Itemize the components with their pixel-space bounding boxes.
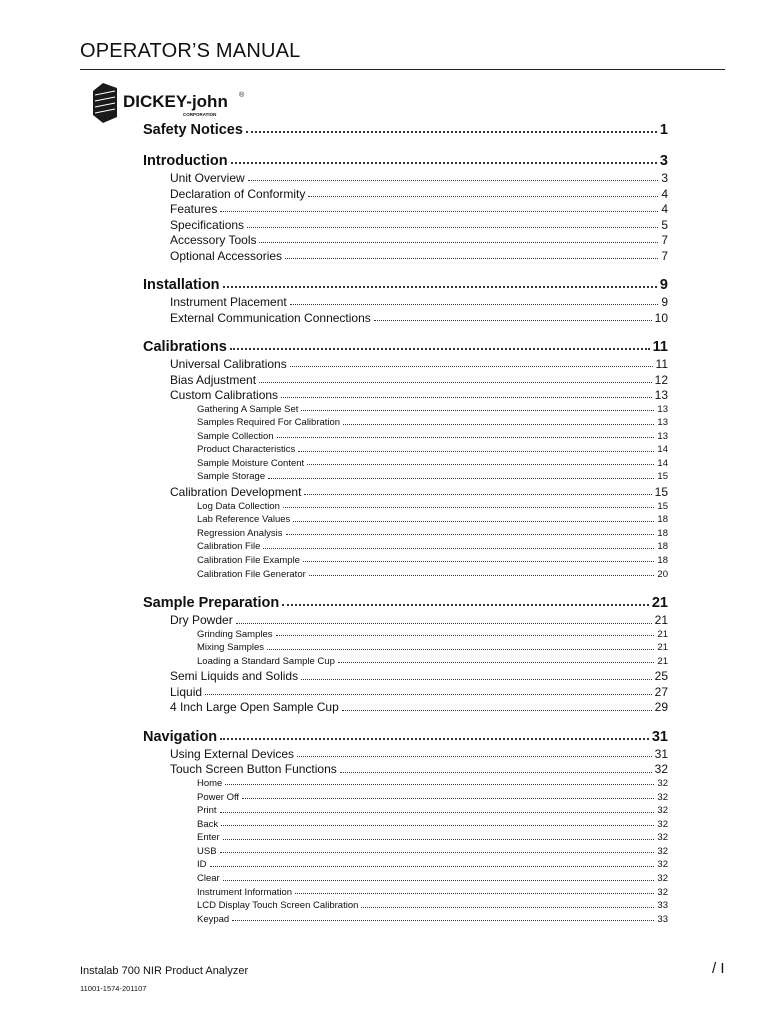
dickey-john-logo	[89, 83, 259, 123]
dot-leader	[295, 888, 654, 894]
toc-subentry[interactable]	[197, 832, 668, 846]
toc-entry-title: Semi Liquids and Solids	[170, 669, 299, 684]
toc-entry[interactable]	[170, 613, 668, 629]
logo-registered: ®	[239, 92, 245, 99]
dot-leader	[236, 616, 652, 624]
dot-leader	[225, 779, 654, 785]
toc-entry-title: Regression Analysis	[197, 527, 283, 539]
dot-leader	[247, 220, 658, 228]
dot-leader	[246, 123, 657, 133]
toc-entry-title: Safety Notices	[143, 122, 243, 138]
toc-entry-title: Accessory Tools	[170, 233, 257, 247]
toc-subentry[interactable]	[197, 444, 668, 458]
toc-subentry[interactable]	[197, 656, 668, 670]
toc-subentry[interactable]	[197, 458, 668, 472]
toc-entry-page: 32	[657, 791, 668, 803]
toc-entry-page: 3	[659, 153, 668, 169]
toc-entry-page: 15	[657, 471, 668, 483]
dot-leader	[301, 405, 654, 411]
toc-entry-page: 5	[661, 217, 668, 232]
toc-entry[interactable]	[170, 218, 668, 234]
dot-leader	[343, 418, 654, 424]
dot-leader	[281, 391, 652, 399]
toc-subentry[interactable]	[197, 569, 668, 583]
dot-leader	[301, 672, 652, 680]
toc-entry-title: Home	[197, 777, 223, 789]
toc-entry-page: 18	[657, 541, 668, 553]
toc-subentry[interactable]	[197, 805, 668, 819]
toc-entry-page: 21	[651, 595, 668, 612]
dot-leader	[340, 765, 652, 773]
toc-entry-page: 25	[654, 669, 668, 684]
toc-entry[interactable]	[170, 311, 668, 327]
toc-entry-page: 9	[661, 295, 668, 309]
toc-entry-page: 21	[657, 655, 668, 667]
dot-leader	[205, 688, 652, 696]
toc-entry-page: 9	[659, 277, 668, 293]
toc-entry-page: 32	[657, 845, 668, 857]
dot-leader	[220, 730, 649, 740]
dot-leader	[308, 189, 658, 197]
toc-entry-title: Dry Powder	[170, 613, 233, 628]
toc-entry-title: Instrument Placement	[170, 295, 287, 309]
toc-section[interactable]	[143, 153, 668, 171]
toc-subentry[interactable]	[197, 555, 668, 569]
toc-entry[interactable]	[170, 233, 668, 249]
toc-subentry[interactable]	[197, 514, 668, 528]
toc-entry-page: 10	[654, 310, 668, 325]
toc-entry-title: 4 Inch Large Open Sample Cup	[170, 700, 339, 715]
page-title: OPERATOR’S MANUAL	[80, 40, 725, 70]
toc-entry-title: Sample Storage	[197, 471, 266, 483]
toc-entry-page: 31	[654, 746, 668, 761]
dot-leader	[297, 750, 652, 758]
dot-leader	[220, 205, 658, 213]
toc-entry-title: Custom Calibrations	[170, 388, 279, 402]
toc-entry[interactable]	[170, 700, 668, 716]
toc-entry-page: 12	[654, 372, 668, 387]
toc-entry-title: Calibration File	[197, 541, 261, 553]
toc-entry-page: 32	[657, 832, 668, 844]
dot-leader	[220, 847, 655, 853]
toc-entry-title: Product Characteristics	[197, 444, 296, 456]
dot-leader	[223, 834, 655, 840]
toc-entry-page: 13	[654, 388, 668, 402]
toc-entry-title: Enter	[197, 832, 220, 844]
dot-leader	[221, 820, 654, 826]
dot-leader	[285, 251, 658, 259]
toc-entry[interactable]	[170, 171, 668, 187]
toc-subentry[interactable]	[197, 859, 668, 873]
dot-leader	[268, 473, 654, 479]
toc-subentry[interactable]	[197, 819, 668, 833]
toc-entry-title: Instrument Information	[197, 886, 293, 898]
toc-entry-title: Calibrations	[143, 339, 227, 355]
toc-entry-title: Touch Screen Button Functions	[170, 762, 337, 777]
toc-entry-title: Power Off	[197, 791, 240, 803]
toc-subentry[interactable]	[197, 541, 668, 555]
toc-entry-page: 18	[657, 527, 668, 539]
dot-leader	[298, 446, 654, 452]
toc-entry-title: Clear	[197, 873, 220, 885]
toc-entry-page: 1	[659, 122, 668, 138]
toc-entry-page: 11	[655, 357, 668, 371]
toc-entry-page: 20	[657, 568, 668, 580]
dot-leader	[259, 375, 652, 383]
dot-leader	[309, 570, 655, 576]
toc-subentry[interactable]	[197, 792, 668, 806]
toc-entry-title: Grinding Samples	[197, 628, 273, 640]
dot-leader	[374, 313, 652, 321]
toc-entry[interactable]	[170, 485, 668, 501]
toc-entry-page: 3	[661, 171, 668, 185]
toc-entry-page: 32	[654, 762, 668, 777]
toc-entry-page: 7	[661, 248, 668, 263]
toc-entry-title: Navigation	[143, 728, 218, 745]
toc-entry-title: Features	[170, 202, 218, 216]
toc-entry[interactable]	[170, 388, 668, 404]
toc-entry-page: 13	[657, 430, 668, 442]
toc-subentry[interactable]	[197, 900, 668, 914]
toc-entry[interactable]	[170, 202, 668, 218]
toc-subentry[interactable]	[197, 642, 668, 656]
dot-leader	[290, 360, 653, 368]
toc-entry-page: 18	[657, 554, 668, 566]
toc-entry-page: 33	[657, 913, 668, 925]
toc-entry-title: Unit Overview	[170, 171, 245, 185]
toc-entry-title: ID	[197, 859, 207, 871]
toc-section[interactable]	[143, 595, 668, 613]
toc-subentry[interactable]	[197, 778, 668, 792]
toc-entry[interactable]	[170, 669, 668, 685]
footer-page-number: / I	[712, 960, 725, 977]
toc-entry[interactable]	[170, 373, 668, 389]
toc-entry-page: 13	[657, 417, 668, 429]
toc-entry-page: 14	[657, 444, 668, 456]
dot-leader	[231, 154, 657, 164]
toc-entry-title: Loading a Standard Sample Cup	[197, 655, 335, 667]
toc-entry-title: Calibration File Generator	[197, 568, 306, 580]
toc-entry-title: Universal Calibrations	[170, 357, 287, 371]
toc-entry-title: Sample Moisture Content	[197, 457, 305, 469]
dot-leader	[230, 340, 650, 350]
toc-entry-page: 32	[657, 886, 668, 898]
toc-entry[interactable]	[170, 357, 668, 373]
toc-subentry[interactable]	[197, 501, 668, 515]
dot-leader	[286, 529, 655, 535]
toc-entry-title: Mixing Samples	[197, 642, 265, 654]
toc-entry-title: Declaration of Conformity	[170, 186, 306, 201]
toc-entry-title: Optional Accessories	[170, 248, 283, 263]
toc-entry-title: Back	[197, 818, 219, 830]
toc-entry-title: Log Data Collection	[197, 500, 280, 512]
dot-leader	[276, 630, 655, 636]
toc-subentry[interactable]	[197, 846, 668, 860]
footer-doc-number: 11001-1574-201107	[80, 984, 147, 993]
toc-entry[interactable]	[170, 685, 668, 701]
toc-entry-page: 31	[651, 728, 668, 745]
toc-entry-title: Introduction	[143, 153, 228, 169]
toc-entry[interactable]	[170, 295, 668, 311]
toc-subentry[interactable]	[197, 887, 668, 901]
toc-entry-page: 27	[654, 684, 668, 699]
dot-leader	[307, 459, 654, 465]
toc-entry-page: 32	[657, 873, 668, 885]
toc-entry-title: Bias Adjustment	[170, 372, 257, 387]
toc-subentry[interactable]	[197, 873, 668, 887]
toc-entry-title: Liquid	[170, 684, 203, 699]
toc-entry-title: Samples Required For Calibration	[197, 417, 341, 429]
dot-leader	[290, 298, 659, 306]
dot-leader	[303, 556, 654, 562]
dot-leader	[283, 502, 655, 508]
toc-entry[interactable]	[170, 187, 668, 203]
toc-entry[interactable]	[170, 249, 668, 265]
dot-leader	[338, 657, 655, 663]
dot-leader	[293, 515, 654, 521]
toc-section[interactable]	[143, 122, 668, 140]
table-of-contents	[143, 118, 668, 927]
toc-subentry[interactable]	[197, 914, 668, 928]
toc-entry-page: 33	[657, 900, 668, 912]
toc-entry-title: Calibration File Example	[197, 554, 300, 566]
logo-sub: CORPORATION	[183, 112, 217, 117]
toc-entry-title: Using External Devices	[170, 746, 295, 761]
toc-entry-page: 15	[657, 500, 668, 512]
toc-entry-page: 14	[657, 457, 668, 469]
toc-entry-page: 13	[657, 403, 668, 415]
dot-leader	[342, 703, 652, 711]
dot-leader	[242, 793, 654, 799]
dot-leader	[223, 874, 655, 880]
dot-leader	[263, 543, 654, 549]
toc-subentry[interactable]	[197, 471, 668, 485]
dot-leader	[210, 861, 655, 867]
toc-entry-title: External Communication Connections	[170, 310, 371, 325]
toc-entry-page: 32	[657, 818, 668, 830]
toc-subentry[interactable]	[197, 431, 668, 445]
toc-entry[interactable]	[170, 747, 668, 763]
toc-section[interactable]	[143, 729, 668, 747]
toc-entry-page: 15	[654, 485, 668, 500]
toc-entry-page: 4	[661, 202, 668, 216]
dot-leader	[361, 902, 654, 908]
toc-subentry[interactable]	[197, 417, 668, 431]
toc-section[interactable]	[143, 339, 668, 357]
toc-entry[interactable]	[170, 762, 668, 778]
toc-subentry[interactable]	[197, 629, 668, 643]
toc-entry-title: Gathering A Sample Set	[197, 403, 299, 415]
toc-entry-page: 32	[657, 777, 668, 789]
toc-entry-title: Installation	[143, 277, 220, 293]
toc-entry-title: Print	[197, 805, 217, 817]
dot-leader	[267, 644, 654, 650]
toc-section[interactable]	[143, 277, 668, 295]
toc-entry-page: 21	[657, 642, 668, 654]
toc-entry-title: Calibration Development	[170, 485, 302, 500]
toc-entry-title: Sample Collection	[197, 430, 274, 442]
toc-entry-page: 29	[654, 700, 668, 715]
toc-entry-page: 21	[657, 628, 668, 640]
dot-leader	[223, 278, 657, 288]
toc-entry-page: 11	[652, 339, 668, 355]
dot-leader	[282, 596, 649, 606]
toc-entry-title: Specifications	[170, 217, 245, 232]
toc-subentry[interactable]	[197, 528, 668, 542]
toc-entry-title: Keypad	[197, 913, 230, 925]
dot-leader	[304, 488, 651, 496]
toc-entry-page: 32	[657, 859, 668, 871]
toc-entry-page: 4	[661, 186, 668, 201]
toc-entry-title: USB	[197, 845, 217, 857]
footer-product: Instalab 700 NIR Product Analyzer	[80, 965, 249, 977]
toc-subentry[interactable]	[197, 404, 668, 418]
dot-leader	[277, 432, 655, 438]
toc-entry-title: Sample Preparation	[143, 595, 280, 612]
dot-leader	[248, 174, 659, 182]
dot-leader	[220, 806, 655, 812]
dot-leader	[259, 236, 658, 244]
toc-entry-page: 7	[661, 233, 668, 247]
toc-entry-title: Lab Reference Values	[197, 514, 291, 526]
toc-entry-title: LCD Display Touch Screen Calibration	[197, 900, 359, 912]
logo-brand: DICKEY-john	[123, 92, 228, 111]
dot-leader	[232, 915, 654, 921]
toc-entry-page: 32	[657, 805, 668, 817]
toc-entry-page: 21	[654, 613, 668, 628]
toc-entry-page: 18	[657, 514, 668, 526]
